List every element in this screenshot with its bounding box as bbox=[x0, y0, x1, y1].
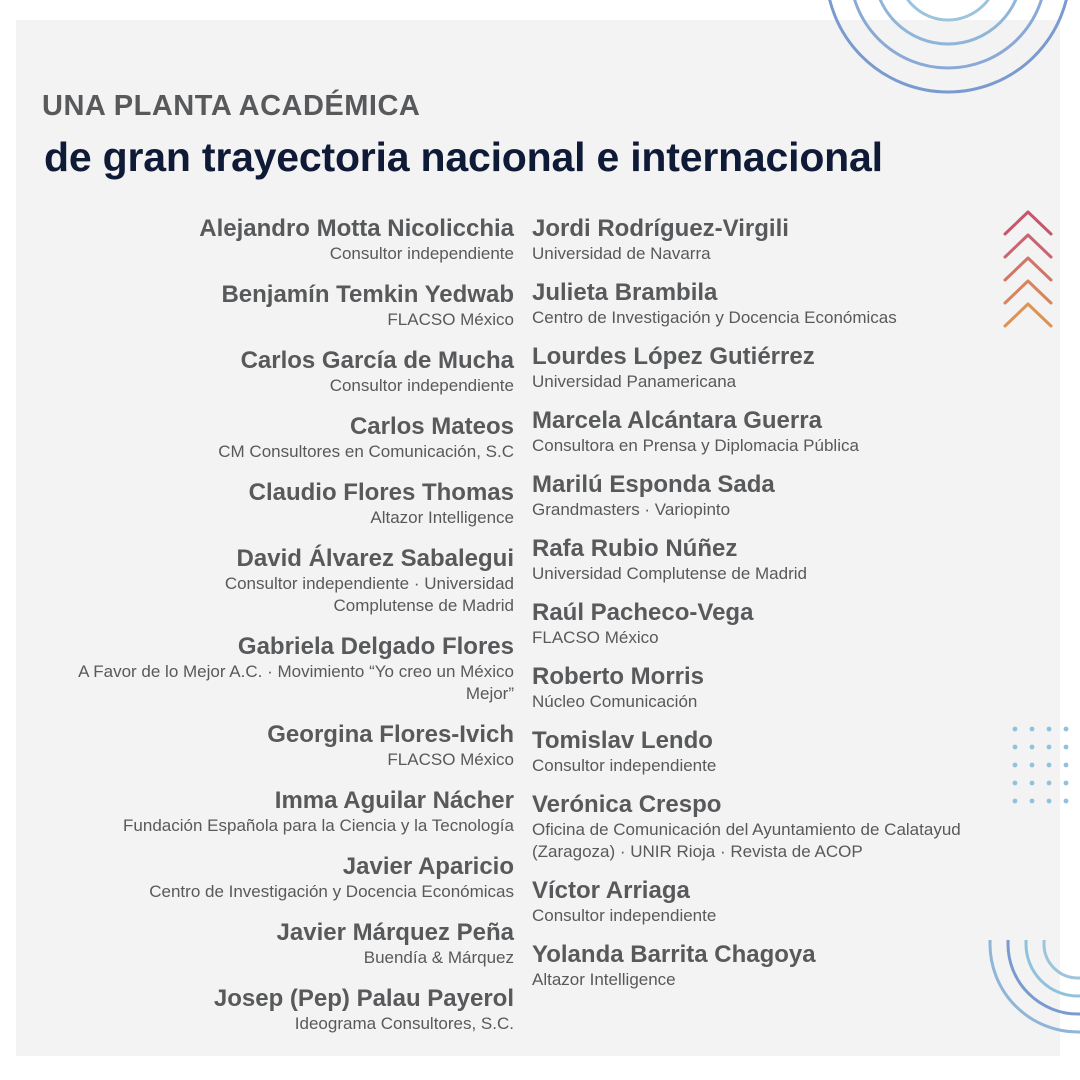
faculty-name: Carlos Mateos bbox=[349, 413, 514, 440]
faculty-name: Lourdes López Gutiérrez bbox=[532, 343, 815, 370]
faculty-affiliation: Universidad de Navarra bbox=[532, 244, 711, 263]
faculty-entry bbox=[40, 720, 514, 771]
faculty-affiliation: Altazor Intelligence bbox=[532, 970, 676, 989]
faculty-affiliation: A Favor de lo Mejor A.C. · Movimiento “Yo creo un México Mejor” bbox=[78, 662, 514, 703]
faculty-name: Benjamín Temkin Yedwab bbox=[221, 281, 514, 308]
faculty-affiliation: FLACSO México bbox=[387, 750, 514, 769]
faculty-affiliation: Universidad Complutense de Madrid bbox=[532, 564, 807, 583]
faculty-name: Carlos García de Mucha bbox=[240, 347, 514, 374]
faculty-entry bbox=[40, 852, 514, 903]
faculty-name: Imma Aguilar Nácher bbox=[274, 787, 514, 814]
faculty-name: Georgina Flores-Ivich bbox=[267, 721, 514, 748]
faculty-affiliation: Consultor independiente bbox=[532, 756, 717, 775]
faculty-entry bbox=[40, 478, 514, 529]
faculty-name: Alejandro Motta Nicolicchia bbox=[199, 215, 514, 242]
faculty-name: Yolanda Barrita Chagoya bbox=[532, 941, 816, 968]
faculty-entry bbox=[40, 346, 514, 397]
faculty-affiliation: Núcleo Comunicación bbox=[532, 692, 698, 711]
concentric-rings-decoration-top bbox=[820, 0, 1080, 110]
faculty-entry bbox=[40, 984, 514, 1035]
faculty-name: Marilú Esponda Sada bbox=[532, 471, 775, 498]
faculty-affiliation: Consultor independiente bbox=[329, 376, 514, 395]
faculty-entry bbox=[40, 544, 514, 617]
faculty-affiliation: FLACSO México bbox=[532, 628, 659, 647]
faculty-affiliation: CM Consultores en Comunicación, S.C bbox=[218, 442, 514, 461]
faculty-list-left bbox=[40, 214, 514, 1035]
faculty-entry bbox=[532, 598, 1032, 649]
faculty-name: Roberto Morris bbox=[532, 663, 705, 690]
faculty-name: Josep (Pep) Palau Payerol bbox=[213, 985, 514, 1012]
faculty-entry bbox=[532, 726, 1032, 777]
faculty-entry bbox=[532, 790, 1032, 863]
faculty-name: Tomislav Lendo bbox=[532, 727, 713, 754]
faculty-entry bbox=[532, 342, 1032, 393]
faculty-affiliation: Centro de Investigación y Docencia Económicas bbox=[149, 882, 514, 901]
faculty-entry bbox=[40, 280, 514, 331]
faculty-affiliation: Centro de Investigación y Docencia Económicas bbox=[532, 308, 897, 327]
faculty-entry bbox=[532, 406, 1032, 457]
faculty-name: David Álvarez Sabalegui bbox=[236, 545, 514, 572]
section-kicker: UNA PLANTA ACADÉMICA bbox=[42, 90, 421, 122]
faculty-list-right bbox=[532, 214, 1032, 991]
faculty-affiliation: Consultor independiente · Universidad Complutense de Madrid bbox=[224, 574, 514, 615]
faculty-name: Jordi Rodríguez-Virgili bbox=[532, 215, 789, 242]
faculty-affiliation: Fundación Española para la Ciencia y la Tecnología bbox=[123, 816, 514, 835]
faculty-entry bbox=[532, 876, 1032, 927]
faculty-entry bbox=[40, 918, 514, 969]
faculty-affiliation: Consultor independiente bbox=[532, 906, 717, 925]
faculty-affiliation: Buendía & Márquez bbox=[363, 948, 514, 967]
faculty-entry bbox=[532, 662, 1032, 713]
faculty-entry bbox=[40, 412, 514, 463]
faculty-entry bbox=[40, 632, 514, 705]
faculty-name: Raúl Pacheco-Vega bbox=[532, 599, 754, 626]
faculty-entry bbox=[532, 534, 1032, 585]
faculty-entry bbox=[532, 214, 1032, 265]
faculty-affiliation: Consultora en Prensa y Diplomacia Pública bbox=[532, 436, 859, 455]
faculty-entry bbox=[532, 470, 1032, 521]
faculty-affiliation: Grandmasters · Variopinto bbox=[532, 500, 731, 519]
faculty-name: Javier Aparicio bbox=[342, 853, 514, 880]
faculty-name: Claudio Flores Thomas bbox=[248, 479, 514, 506]
faculty-name: Víctor Arriaga bbox=[532, 877, 690, 904]
faculty-entry bbox=[532, 940, 1032, 991]
faculty-entry bbox=[40, 214, 514, 265]
faculty-affiliation: Oficina de Comunicación del Ayuntamiento de Calatayud (Zaragoza) · UNIR Rioja · Revista de ACOP bbox=[532, 820, 961, 861]
faculty-entry bbox=[532, 278, 1032, 329]
faculty-affiliation: Altazor Intelligence bbox=[370, 508, 514, 527]
faculty-entry bbox=[40, 786, 514, 837]
faculty-name: Javier Márquez Peña bbox=[276, 919, 514, 946]
faculty-name: Marcela Alcántara Guerra bbox=[532, 407, 822, 434]
page-title: de gran trayectoria nacional e internacional bbox=[44, 134, 883, 180]
faculty-affiliation: Ideograma Consultores, S.C. bbox=[294, 1014, 514, 1033]
faculty-name: Rafa Rubio Núñez bbox=[532, 535, 738, 562]
faculty-name: Gabriela Delgado Flores bbox=[237, 633, 514, 660]
faculty-affiliation: Universidad Panamericana bbox=[532, 372, 737, 391]
faculty-name: Verónica Crespo bbox=[532, 791, 722, 818]
faculty-affiliation: Consultor independiente bbox=[329, 244, 514, 263]
faculty-name: Julieta Brambila bbox=[532, 279, 718, 306]
faculty-affiliation: FLACSO México bbox=[387, 310, 514, 329]
